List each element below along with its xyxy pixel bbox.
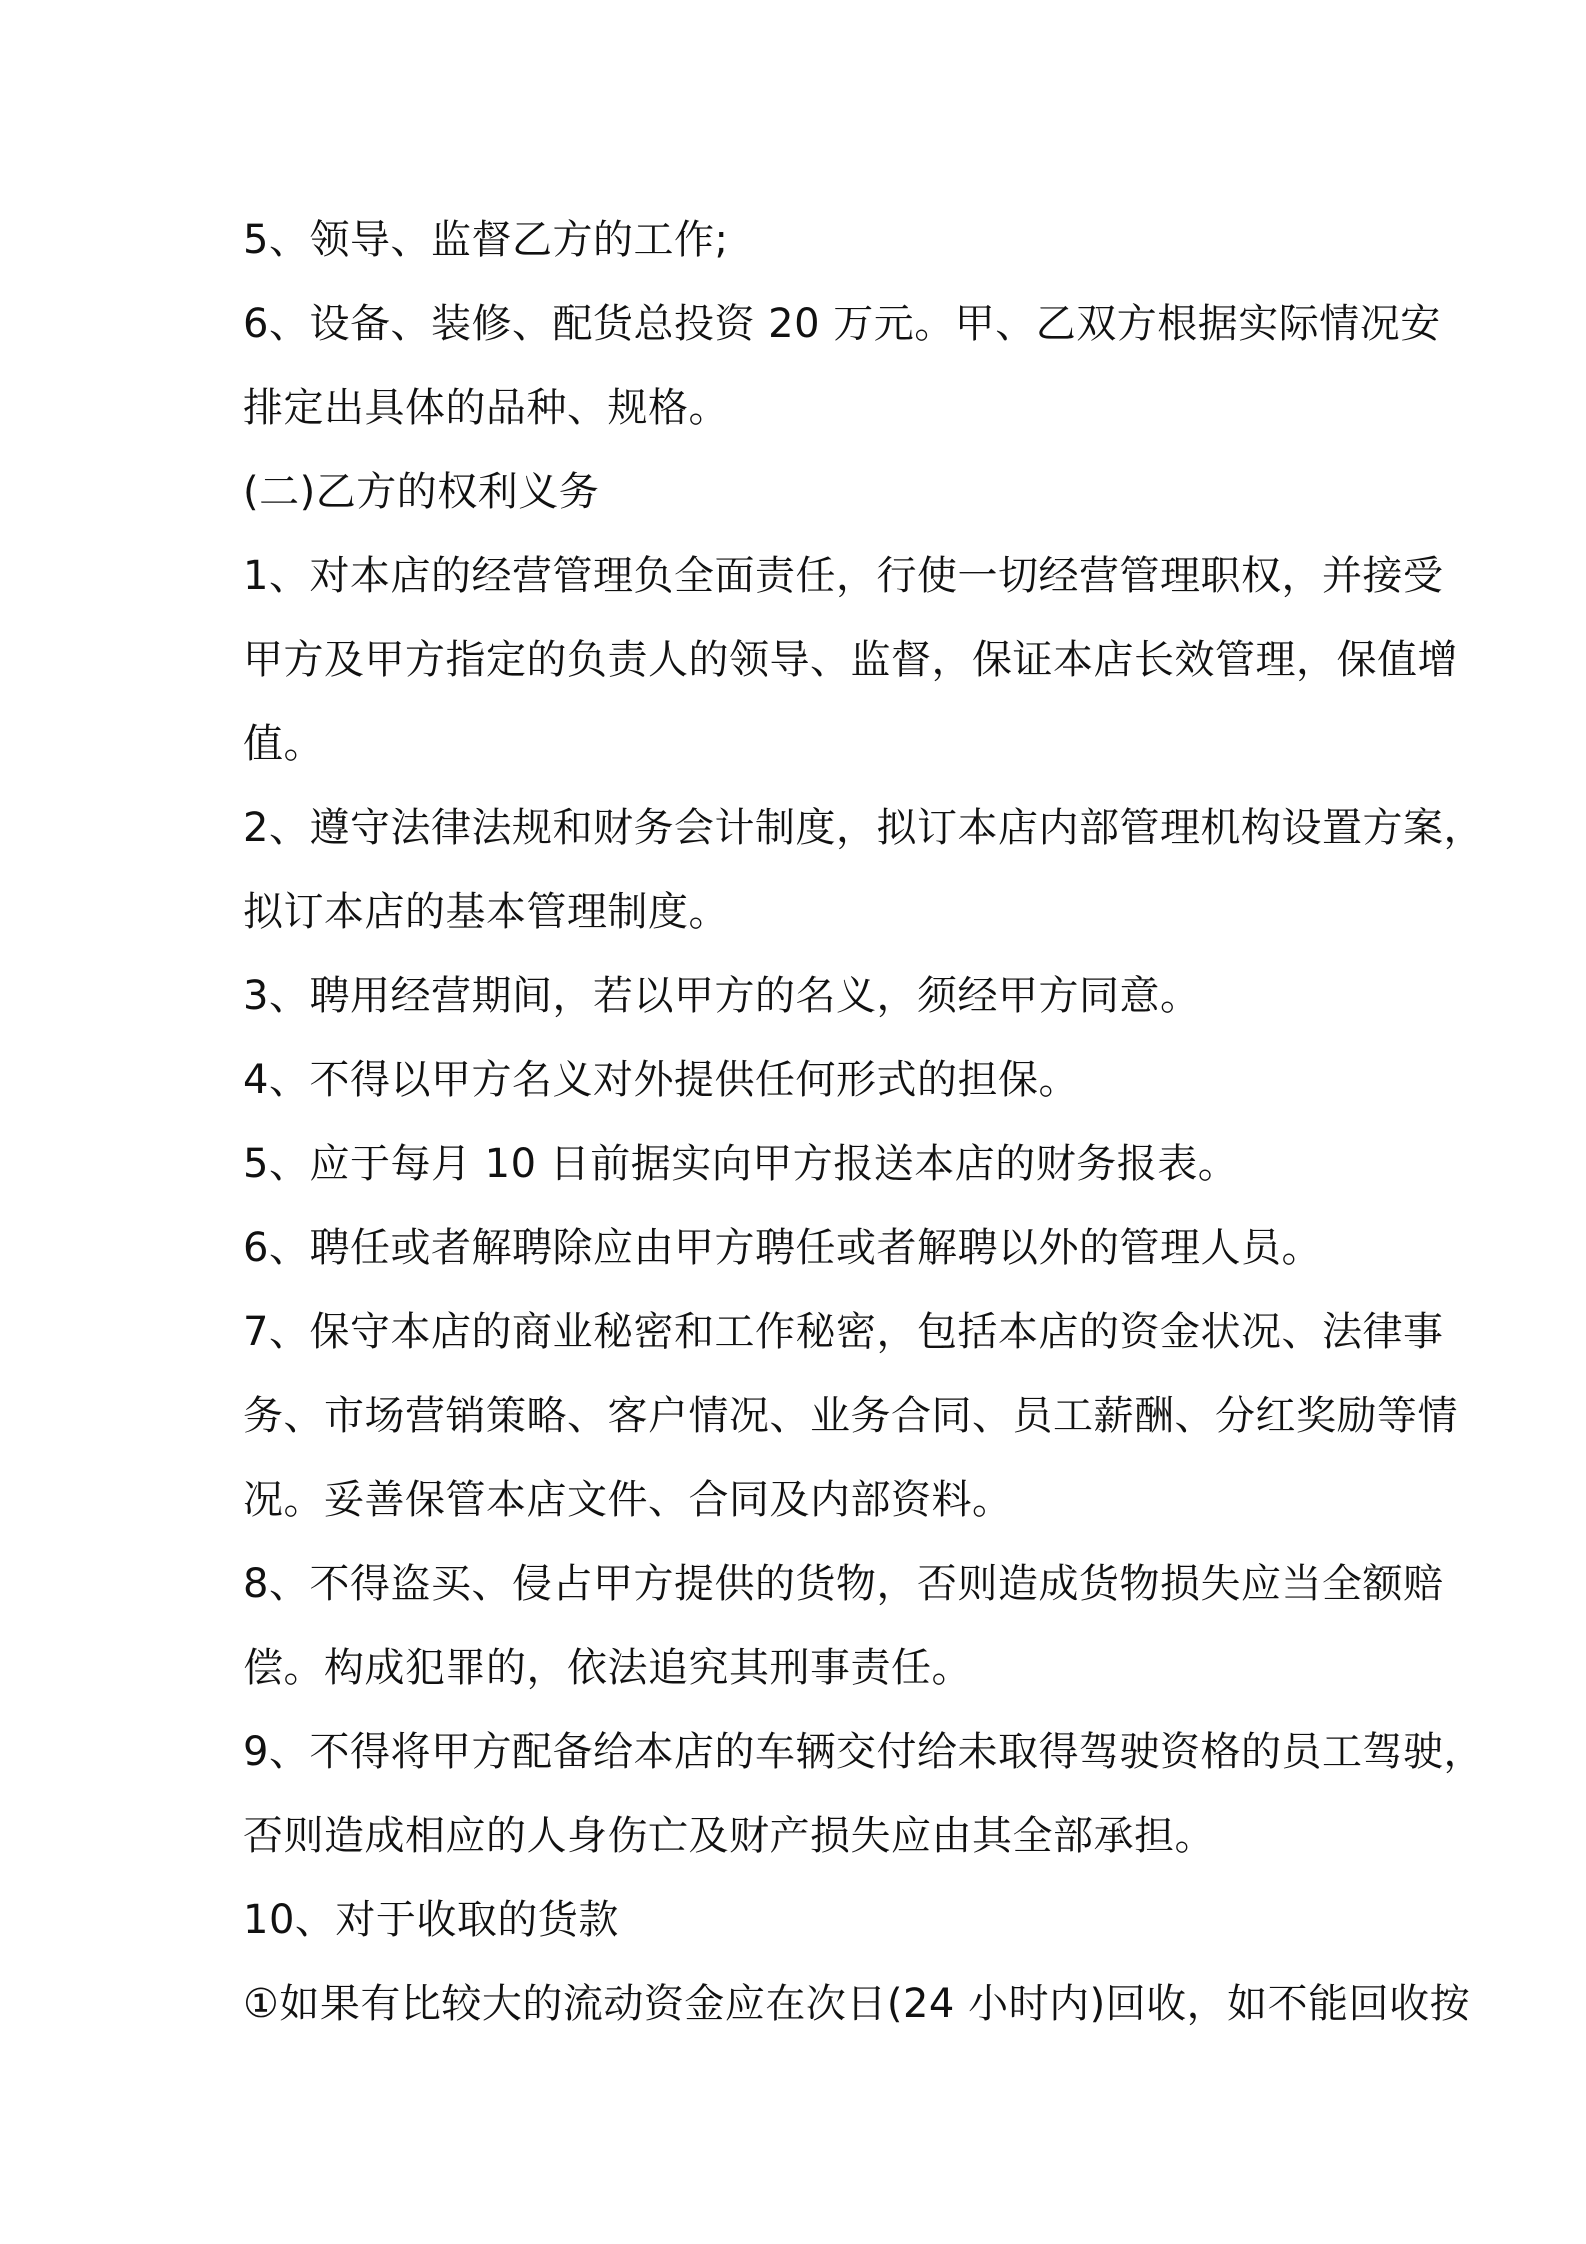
text-line: 偿。构成犯罪的，依法追究其刑事责任。: [243, 1645, 972, 1691]
text-line: 3、聘用经营期间，若以甲方的名义，须经甲方同意。: [243, 973, 1201, 1019]
text-line: 5、应于每月 10 日前据实向甲方报送本店的财务报表。: [243, 1141, 1239, 1187]
text-line: 拟订本店的基本管理制度。: [243, 889, 729, 935]
text-line: 1、对本店的经营管理负全面责任，行使一切经营管理职权，并接受: [243, 553, 1444, 599]
text-line: 6、聘任或者解聘除应由甲方聘任或者解聘以外的管理人员。: [243, 1225, 1322, 1271]
text-line: 2、遵守法律法规和财务会计制度，拟订本店内部管理机构设置方案，: [243, 805, 1484, 851]
text-line: 值。: [243, 721, 324, 767]
text-line: 9、不得将甲方配备给本店的车辆交付给未取得驾驶资格的员工驾驶，: [243, 1729, 1484, 1775]
text-line: 6、设备、装修、配货总投资 20 万元。甲、乙双方根据实际情况安: [243, 301, 1441, 347]
text-line: 否则造成相应的人身伤亡及财产损失应由其全部承担。: [243, 1813, 1215, 1859]
text-line: 况。妥善保管本店文件、合同及内部资料。: [243, 1477, 1013, 1523]
text-line: 7、保守本店的商业秘密和工作秘密，包括本店的资金状况、法律事: [243, 1309, 1444, 1355]
text-line: ①如果有比较大的流动资金应在次日(24 小时内)回收，如不能回收按: [243, 1981, 1471, 2027]
text-line: 8、不得盗买、侵占甲方提供的货物，否则造成货物损失应当全额赔: [243, 1561, 1444, 1607]
section-heading: (二)乙方的权利义务: [243, 469, 600, 515]
text-line: 4、不得以甲方名义对外提供任何形式的担保。: [243, 1057, 1079, 1103]
text-line: 务、市场营销策略、客户情况、业务合同、员工薪酬、分红奖励等情: [243, 1393, 1458, 1439]
text-line: 10、对于收取的货款: [243, 1897, 619, 1943]
text-line: 排定出具体的品种、规格。: [243, 385, 729, 431]
document-body: [243, 198, 1484, 2046]
text-line: 5、领导、监督乙方的工作;: [243, 217, 729, 263]
text-line: 甲方及甲方指定的负责人的领导、监督，保证本店长效管理，保值增: [243, 637, 1458, 683]
